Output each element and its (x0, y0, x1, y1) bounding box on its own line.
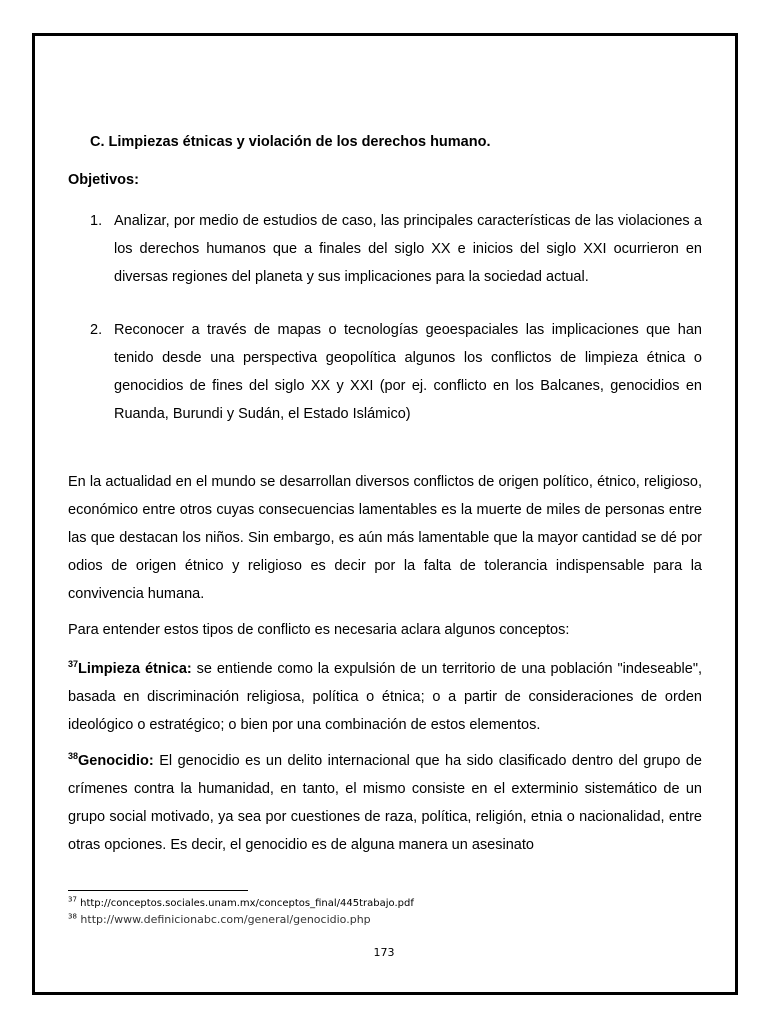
footnote-url[interactable]: http://conceptos.sociales.unam.mx/conceptos_final/445trabajo.pdf (80, 898, 414, 909)
objectives-label: Objetivos: (68, 172, 139, 188)
body-paragraph: Para entender estos tipos de conflicto es necesaria aclara algunos conceptos: (68, 622, 570, 638)
footnote-ref: 37 (68, 659, 79, 670)
objective-item-2 (68, 316, 702, 428)
definition-text: se entiende como la expulsión de un territorio de una población "indeseable", basada en discriminación religiosa, política o étnica; o a partir de consideraciones de orden ideológico o estratégico; o bien por una combinación de estos elementos. (68, 661, 702, 733)
objective-item-1 (68, 207, 702, 291)
definition-term: Limpieza étnica: (78, 661, 192, 677)
footnote-url[interactable]: http://www.definicionabc.com/general/genocidio.php (80, 913, 371, 926)
footnote-ref: 38 (68, 751, 79, 762)
objective-text: Analizar, por medio de estudios de caso, las principales características de las violaciones a los derechos humanos que a finales del siglo XX e inicios del siglo XXI ocurrieron en diversas regiones del planeta y sus implicaciones para la sociedad actual. (114, 213, 702, 285)
body-paragraph: En la actualidad en el mundo se desarrollan diversos conflictos de origen político, étnico, religioso, económico entre otros cuyas consecuencias lamentables es la muerte de miles de personas entre las que destacan los niños. Sin embargo, es aún más lamentable que la mayor cantidad se dé por odios de origen étnico y religioso es decir por la falta de tolerancia indispensable para la convivencia humana. (68, 474, 702, 602)
definition-limpieza-etnica (68, 655, 702, 739)
footnote-marker: 37 (68, 895, 77, 904)
footnote-37 (68, 895, 414, 909)
section-heading: C. Limpiezas étnicas y violación de los derechos humano. (90, 134, 491, 150)
objective-text: Reconocer a través de mapas o tecnologías geoespaciales las implicaciones que han tenido desde una perspectiva geopolítica algunos los conflictos de limpieza étnica o genocidios de fines del siglo XX y XXI (por ej. conflicto en los Balcanes, genocidios en Ruanda, Burundi y Sudán, el Estado Islámico) (114, 322, 702, 422)
footnote-marker: 38 (68, 912, 77, 921)
objective-number: 2. (90, 322, 103, 338)
footnote-separator (68, 890, 248, 891)
definition-term: Genocidio: (78, 753, 154, 769)
objective-number: 1. (90, 213, 103, 229)
footnote-38 (68, 913, 371, 926)
definition-text: El genocidio es un delito internacional que ha sido clasificado dentro del grupo de crímenes contra la humanidad, en tanto, el mismo consiste en el exterminio sistemático de un grupo social motivado, ya sea por cuestiones de raza, política, religión, etnia o nacionalidad, entre otras opciones. Es decir, el genocidio es de alguna manera un asesinato (68, 753, 702, 853)
page-number: 173 (373, 946, 395, 959)
definition-genocidio (68, 747, 702, 859)
